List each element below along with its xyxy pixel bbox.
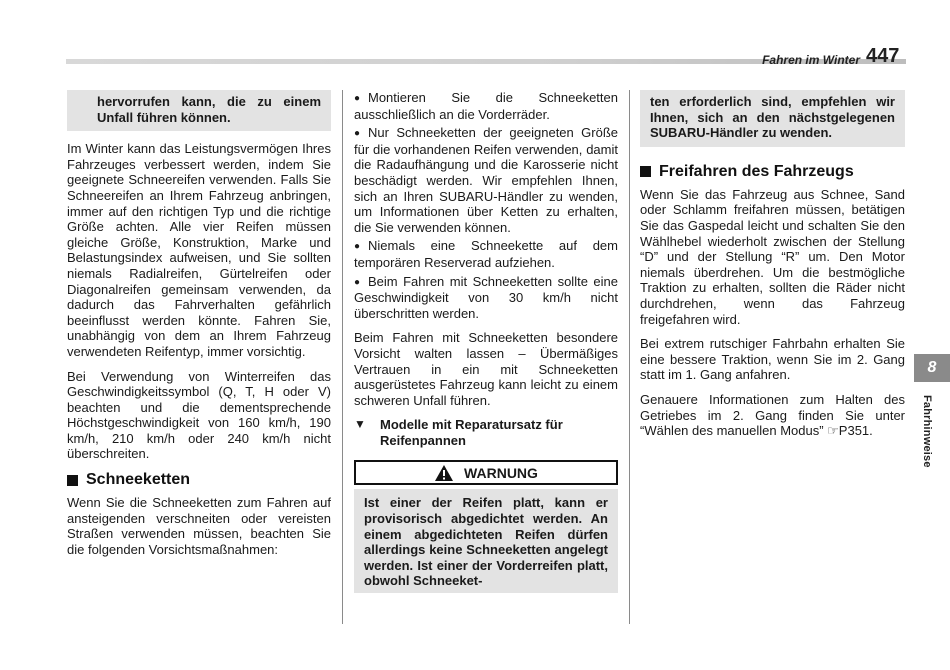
column-left	[67, 90, 331, 566]
column-middle	[354, 90, 618, 593]
chapter-side-label: Fahrhinweise	[921, 395, 933, 468]
section-title-text: Freifahren des Fahrzeugs	[659, 162, 854, 180]
section-square-icon	[640, 166, 651, 177]
bullet-icon: ●	[354, 241, 361, 253]
list-item: ● Montieren Sie die Schneeketten ausschließlich an die Vorderräder.	[354, 90, 618, 122]
subheading-text: Modelle mit Reparatursatz für Reifenpannen	[380, 417, 563, 448]
warning-continuation-box	[67, 90, 331, 131]
warning-banner	[354, 460, 618, 485]
warning-label: WARNUNG	[464, 464, 538, 481]
list-item: ● Beim Fahren mit Schneeketten sollte eine Geschwindigkeit von 30 km/h nicht überschritten werden.	[354, 273, 618, 321]
page-number: 447	[866, 45, 900, 67]
section-square-icon	[67, 475, 78, 486]
bullet-list	[354, 90, 618, 321]
paragraph: Genauere Informationen zum Halten des Getriebes im 2. Gang finden Sie unter “Wählen des manuellen Modus” ☞P351.	[640, 391, 905, 439]
warning-text: Ist einer der Reifen platt, kann er provisorisch abgedichtet werden. An einem abgedichteten Reifen dürfen allerdings keine Schneeketten angelegt werden. Ist einer der Vorderreifen platt, obwohl Schneeket-	[364, 495, 608, 589]
paragraph: Wenn Sie die Schneeketten zum Fahren auf ansteigenden verschneiten oder vereisten Straßen verwenden müssen, beachten Sie die folgenden Vorsichtsmaßnahmen:	[67, 495, 331, 557]
warning-body	[354, 489, 618, 593]
column-divider	[629, 90, 630, 624]
triangle-down-icon: ▼	[354, 417, 366, 432]
chapter-tab: 8	[914, 354, 950, 382]
paragraph: Bei extrem rutschiger Fahrbahn erhalten Sie eine bessere Traktion, wenn Sie im 2. Gang statt im 1. Gang anfahren.	[640, 336, 905, 383]
column-right	[640, 90, 905, 448]
paragraph: Beim Fahren mit Schneeketten besondere Vorsicht walten lassen – Übermäßiges Vertrauen in ein mit Schneeketten ausgerüstetes Fahrzeug kann leicht zu einem schweren Unfall führen.	[354, 330, 618, 408]
subheading	[354, 417, 618, 448]
paragraph: Wenn Sie das Fahrzeug aus Schnee, Sand oder Schlamm freifahren müssen, betätigen Sie das Gaspedal leicht und schalten Sie den Wählhebel wiederholt zwischen der Stellung “D” und der Stellung “R” um. Den Motor niemals überdrehen. Um die bestmögliche Traktion zu erhalten, sollten die Räder nicht durchdrehen, wenn das Fahrzeug freigefahren wird.	[640, 186, 905, 327]
bullet-icon: ●	[354, 93, 361, 104]
section-title	[67, 471, 331, 489]
bullet-icon: ●	[354, 128, 361, 140]
running-title: Fahren im Winter	[762, 53, 860, 67]
section-title	[640, 163, 905, 181]
warning-continuation-text: hervorrufen kann, die zu einem Unfall führen können.	[97, 94, 321, 125]
list-item: ● Niemals eine Schneekette auf dem temporären Reserverad aufziehen.	[354, 238, 618, 270]
bullet-icon: ●	[354, 276, 361, 288]
column-divider	[342, 90, 343, 624]
list-item: ● Nur Schneeketten der geeigneten Größe für die vorhandenen Reifen verwenden, damit die Radaufhängung und die Karosserie nicht beschädigt werden. Wir empfehlen Ihnen, sich an Ihren SUBARU-Händler zu wenden, um Informationen über Ketten zu erhalten, die Sie verwenden können.	[354, 125, 618, 235]
warning-continuation-text: ten erforderlich sind, empfehlen wir Ihnen, sich an den nächstgelegenen SUBARU-Händler zu wenden.	[650, 94, 895, 141]
section-title-text: Schneeketten	[86, 471, 191, 489]
warning-triangle-icon	[434, 464, 454, 482]
paragraph: Bei Verwendung von Winterreifen das Geschwindigkeitssymbol (Q, T, H oder V) beachten und die dementsprechende Höchstgeschwindigkeit von 160 km/h, 190 km/h, 210 km/h oder 240 km/h nicht überschreiten.	[67, 368, 331, 462]
warning-continuation-box	[640, 90, 905, 147]
paragraph: Im Winter kann das Leistungsvermögen Ihres Fahrzeuges verbessert werden, indem Sie geeignete Schneereifen verwenden. Falls Sie Schneereifen an Ihrem Fahrzeug anbringen, immer auf den richtigen Typ und die richtige Größe achten. Alle vier Reifen müssen gleiche Größe, Konstruktion, Marke und Belastungsindex aufweisen, und Sie sollten niemals Radialreifen, Gürtelreifen oder Diagonalreifen gemeinsam verwenden, da dadurch das Fahrverhalten gefährlich beeinflusst werden könnte. Fahren Sie, unabhängig von dem an Ihrem Fahrzeug verwendeten Reifentyp, immer vorsichtig.	[67, 141, 331, 359]
